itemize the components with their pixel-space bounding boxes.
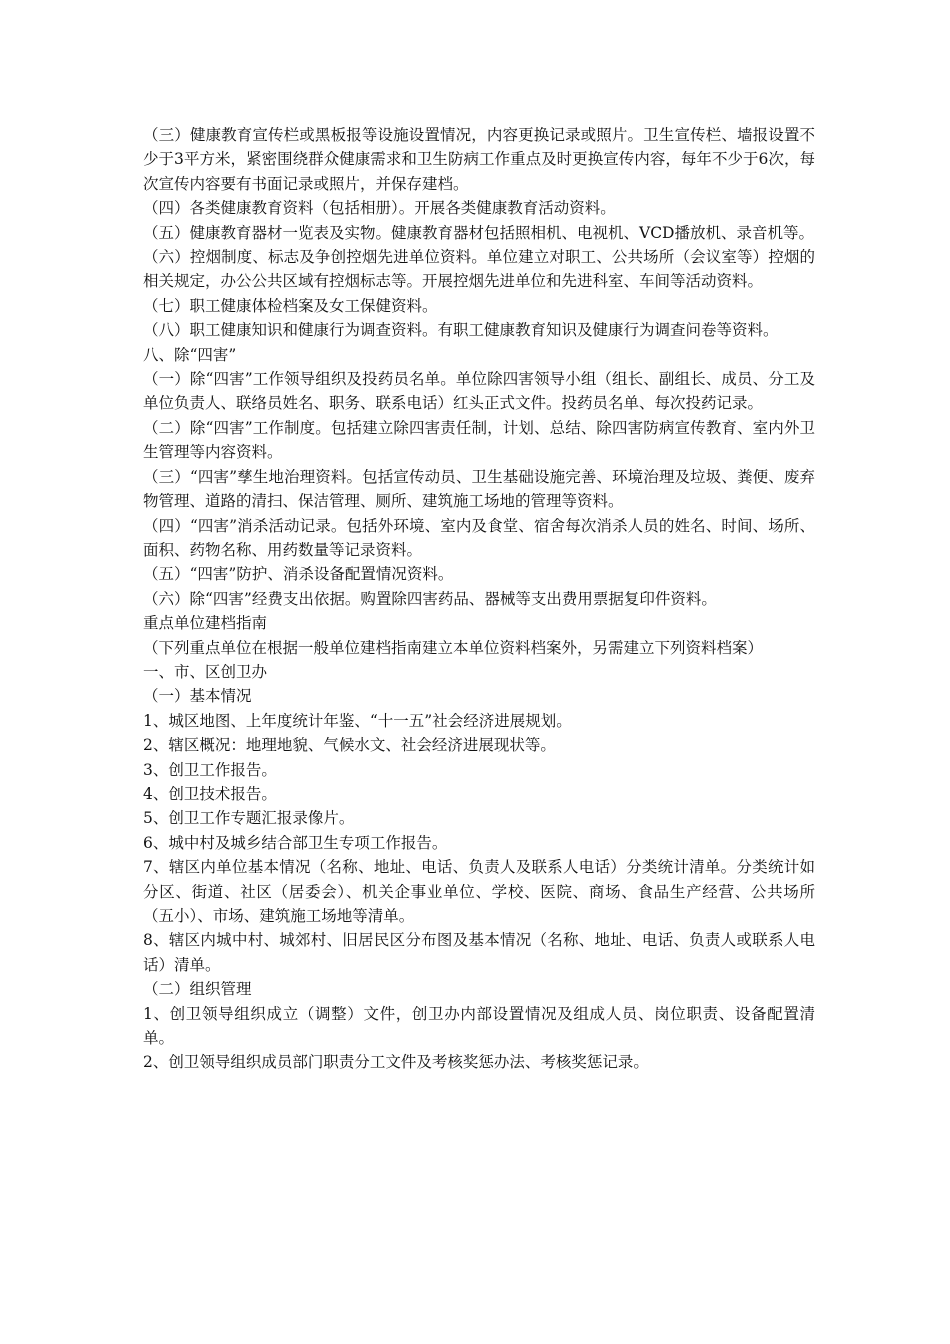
paragraph-pests-2-rules: （二）除“四害”工作制度。包括建立除四害责任制，计划、总结、除四害防病宣传教育、室内外卫生管理等内容资料。 (143, 418, 815, 462)
paragraph-8-health-survey: （八）职工健康知识和健康行为调查资料。有职工健康教育知识及健康行为调查问卷等资料。 (143, 321, 779, 340)
paragraph-5-equipment-list: （五）健康教育器材一览表及实物。健康教育器材包括照相机、电视机、VCD播放机、录音机等。 (143, 223, 814, 242)
list-item-2-district-overview: 2、辖区概况：地理地貌、气候水文、社会经济进展现状等。 (143, 736, 556, 755)
paragraph-7-health-checkup: （七）职工健康体检档案及女工保健资料。 (143, 296, 438, 315)
paragraph-pests-6-expenses: （六）除“四害”经费支出依据。购置除四害药品、器械等支出费用票据复印件资料。 (143, 589, 717, 608)
list-item-5-video: 5、创卫工作专题汇报录像片。 (143, 809, 355, 828)
list-item-1-city-map: 1、城区地图、上年度统计年鉴、“十一五”社会经济进展规划。 (143, 711, 572, 730)
list-item-3-work-report: 3、创卫工作报告。 (143, 760, 277, 779)
list-item-org-2-responsibilities: 2、创卫领导组织成员部门职责分工文件及考核奖惩办法、考核奖惩记录。 (143, 1053, 649, 1072)
paragraph-4-education-materials: （四）各类健康教育资料（包括相册）。开展各类健康教育活动资料。 (143, 199, 616, 218)
subsection-heading-organization: （二）组织管理 (143, 980, 252, 999)
section-heading-pests: 八、除“四害” (143, 345, 237, 364)
list-item-6-urban-village-report: 6、城中村及城乡结合部卫生专项工作报告。 (143, 833, 448, 852)
subsection-heading-basic-info: （一）基本情况 (143, 687, 252, 706)
paragraph-pests-4-disinfection-records: （四）“四害”消杀活动记录。包括外环境、室内及食堂、宿舍每次消杀人员的姓名、时间、场所、面积、药物名称、用药数量等记录资料。 (143, 516, 815, 559)
paragraph-pests-1-leadership: （一）除“四害”工作领导组织及投药员名单。单位除四害领导小组（组长、副组长、成员、分工及单位负责人、联络员姓名、职务、联系电话）红头正式文件。投药员名单、每次投药记录。 (143, 370, 815, 413)
paragraph-pests-3-breeding-sites: （三）“四害”孳生地治理资料。包括宣传动员、卫生基础设施完善、环境治理及垃圾、粪便、废弃物管理、道路的清扫、保洁管理、厕所、建筑施工场地的管理等资料。 (143, 467, 815, 511)
document-body (143, 123, 815, 1075)
paragraph-key-units-note: （下列重点单位在根据一般单位建档指南建立本单位资料档案外，另需建立下列资料档案） (143, 638, 764, 657)
paragraph-6-smoking-control: （六）控烟制度、标志及争创控烟先进单位资料。单位建立对职工、公共场所（会议室等）控烟的相关规定，办公公共区域有控烟标志等。开展控烟先进单位和先进科室、车间等活动资料。 (143, 248, 815, 291)
paragraph-pests-5-equipment: （五）“四害”防护、消杀设备配置情况资料。 (143, 565, 454, 584)
list-item-8-village-distribution: 8、辖区内城中村、城郊村、旧居民区分布图及基本情况（名称、地址、电话、负责人或联系人电话）清单。 (143, 931, 815, 974)
list-item-7-unit-statistics: 7、辖区内单位基本情况（名称、地址、电话、负责人及联系人电话）分类统计清单。分类统计如分区、街道、社区（居委会）、机关企事业单位、学校、医院、商场、食品生产经营、公共场所（五小）、市场、建筑施工场地等清单。 (143, 858, 815, 925)
list-item-org-1-leadership-file: 1、创卫领导组织成立（调整）文件，创卫办内部设置情况及组成人员、岗位职责、设备配置清单。 (143, 1004, 815, 1048)
paragraph-3-health-board: （三）健康教育宣传栏或黑板报等设施设置情况，内容更换记录或照片。卫生宣传栏、墙报设置不少于3平方米，紧密围绕群众健康需求和卫生防病工作重点及时更换宣传内容，每年不少于6次，每次宣传内容要有书面记录或照片，并保存建档。 (143, 126, 815, 193)
section-heading-key-units: 重点单位建档指南 (143, 614, 268, 633)
list-item-4-technical-report: 4、创卫技术报告。 (143, 784, 277, 803)
section-heading-city-office: 一、市、区创卫办 (143, 662, 268, 681)
